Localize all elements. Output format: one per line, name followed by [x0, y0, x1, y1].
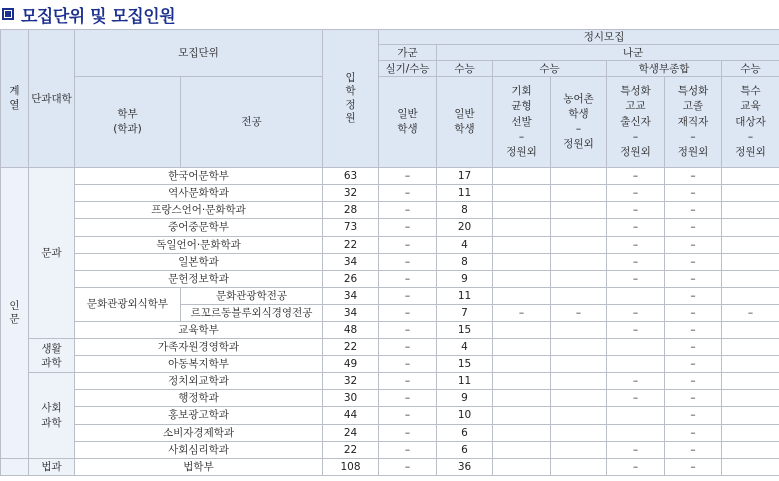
group-inmun-label: 인문: [9, 299, 20, 325]
table-row: [1, 287, 779, 304]
cell-sed: [722, 322, 779, 339]
cell-quota: 30: [323, 390, 379, 407]
cell-shs: –: [607, 441, 665, 458]
header-gyeyeol: 계열: [1, 30, 29, 168]
cell-gihoe: [493, 287, 551, 304]
table-row: [1, 322, 779, 339]
cell-farm: [551, 390, 607, 407]
cell-na: 20: [437, 219, 493, 236]
cell-sed: [722, 202, 779, 219]
admissions-table: [0, 29, 779, 476]
header-na-suneung3: 수능: [722, 61, 779, 77]
dept-cell: 프랑스언어·문화학과: [75, 202, 323, 219]
cell-ga: –: [379, 304, 437, 321]
header-col-farm: 농어촌 학생 – 정원외: [551, 77, 607, 168]
cell-farm: [551, 356, 607, 373]
cell-shs: –: [607, 322, 665, 339]
dept-cell: 문헌정보학과: [75, 270, 323, 287]
table-row: [1, 339, 779, 356]
cell-gihoe: [493, 390, 551, 407]
cell-ga: –: [379, 390, 437, 407]
header-regular: 정시모집: [379, 30, 779, 45]
cell-sgr: –: [665, 458, 722, 475]
table-row: [1, 202, 779, 219]
header-dept: 학부 (학과): [75, 77, 181, 168]
cell-shs: [607, 407, 665, 424]
header-ga-sub: 실기/수능: [379, 61, 437, 77]
cell-quota: 63: [323, 168, 379, 185]
header-quota: 입학정원: [323, 30, 379, 168]
cell-gihoe: [493, 424, 551, 441]
square-bullet-icon: [2, 8, 14, 20]
cell-quota: 44: [323, 407, 379, 424]
dept-cell: 일본학과: [75, 253, 323, 270]
table-row: [1, 185, 779, 202]
cell-sgr: –: [665, 356, 722, 373]
table-row: [1, 356, 779, 373]
cell-na: 10: [437, 407, 493, 424]
cell-sed: [722, 356, 779, 373]
cell-shs: –: [607, 270, 665, 287]
cell-quota: 32: [323, 373, 379, 390]
cell-farm: [551, 458, 607, 475]
cell-gihoe: [493, 458, 551, 475]
table-row: [1, 390, 779, 407]
header-na-suneung1: 수능: [437, 61, 493, 77]
cell-sed: [722, 168, 779, 185]
dept-cell: 중어중문학부: [75, 219, 323, 236]
cell-sgr: –: [665, 304, 722, 321]
table-body: [1, 168, 779, 476]
cell-na: 11: [437, 373, 493, 390]
cell-quota: 32: [323, 185, 379, 202]
cell-sgr: –: [665, 407, 722, 424]
header-na-special: 학생부종합: [607, 61, 722, 77]
cell-ga: –: [379, 202, 437, 219]
cell-gihoe: [493, 441, 551, 458]
cell-na: 6: [437, 441, 493, 458]
cell-sgr: –: [665, 185, 722, 202]
cell-sgr: –: [665, 236, 722, 253]
cell-ga: –: [379, 270, 437, 287]
group-empty: [1, 458, 29, 475]
table-row: [1, 168, 779, 185]
table-row: [1, 270, 779, 287]
dept-cell: 문화관광외식학부: [75, 287, 181, 321]
cell-shs: –: [607, 185, 665, 202]
cell-farm: [551, 407, 607, 424]
cell-sed: [722, 390, 779, 407]
dept-cell: 홍보광고학과: [75, 407, 323, 424]
header-na: 나군: [437, 45, 779, 61]
cell-farm: [551, 441, 607, 458]
cell-gihoe: [493, 407, 551, 424]
header-col-special-grad: 특성화 고졸 재직자 – 정원외: [665, 77, 722, 168]
cell-quota: 34: [323, 304, 379, 321]
cell-farm: [551, 373, 607, 390]
cell-gihoe: [493, 356, 551, 373]
header-unit: 모집단위: [75, 30, 323, 77]
header-col-special-hs: 특성화 고교 출신자 – 정원외: [607, 77, 665, 168]
cell-sed: [722, 424, 779, 441]
college-sahoe: 사회 과학: [29, 373, 75, 458]
header-na-suneung2: 수능: [493, 61, 607, 77]
cell-shs: –: [607, 219, 665, 236]
cell-sgr: –: [665, 441, 722, 458]
cell-sed: [722, 287, 779, 304]
header-col-ga: 일반 학생: [379, 77, 437, 168]
cell-quota: 22: [323, 339, 379, 356]
cell-gihoe: [493, 270, 551, 287]
dept-cell: 아동복지학부: [75, 356, 323, 373]
table-row: [1, 236, 779, 253]
cell-na: 15: [437, 322, 493, 339]
cell-na: 4: [437, 339, 493, 356]
cell-quota: 108: [323, 458, 379, 475]
dept-cell: 한국어문학부: [75, 168, 323, 185]
cell-gihoe: [493, 168, 551, 185]
cell-sgr: –: [665, 287, 722, 304]
cell-quota: 24: [323, 424, 379, 441]
cell-shs: –: [607, 458, 665, 475]
cell-ga: –: [379, 253, 437, 270]
header-major: 전공: [181, 77, 323, 168]
cell-sed: –: [722, 304, 779, 321]
cell-na: 15: [437, 356, 493, 373]
cell-na: 6: [437, 424, 493, 441]
cell-ga: –: [379, 356, 437, 373]
cell-sed: [722, 458, 779, 475]
dept-cell: 소비자경제학과: [75, 424, 323, 441]
cell-shs: [607, 339, 665, 356]
cell-na: 17: [437, 168, 493, 185]
cell-sgr: –: [665, 270, 722, 287]
cell-sgr: –: [665, 219, 722, 236]
cell-farm: [551, 253, 607, 270]
cell-gihoe: [493, 219, 551, 236]
cell-sgr: –: [665, 202, 722, 219]
cell-sgr: –: [665, 168, 722, 185]
cell-shs: –: [607, 373, 665, 390]
cell-sed: [722, 219, 779, 236]
cell-farm: [551, 185, 607, 202]
cell-na: 9: [437, 270, 493, 287]
header-col-gihoe: 기회 균형 선발 – 정원외: [493, 77, 551, 168]
cell-na: 9: [437, 390, 493, 407]
cell-shs: –: [607, 202, 665, 219]
dept-cell: 행정학과: [75, 390, 323, 407]
cell-sed: [722, 185, 779, 202]
cell-ga: –: [379, 339, 437, 356]
cell-farm: [551, 236, 607, 253]
cell-sed: [722, 253, 779, 270]
major-cell: 문화관광학전공: [181, 287, 323, 304]
cell-sed: [722, 339, 779, 356]
cell-gihoe: –: [493, 304, 551, 321]
cell-farm: [551, 219, 607, 236]
cell-shs: –: [607, 390, 665, 407]
major-cell: 르꼬르동블루외식경영전공: [181, 304, 323, 321]
cell-na: 8: [437, 202, 493, 219]
cell-sgr: –: [665, 322, 722, 339]
cell-quota: 48: [323, 322, 379, 339]
dept-cell: 정치외교학과: [75, 373, 323, 390]
cell-sed: [722, 407, 779, 424]
table-row: [1, 407, 779, 424]
cell-quota: 22: [323, 441, 379, 458]
college-beopgwa: 법과: [29, 458, 75, 475]
table-row: [1, 441, 779, 458]
cell-farm: [551, 322, 607, 339]
cell-quota: 26: [323, 270, 379, 287]
cell-ga: –: [379, 373, 437, 390]
cell-gihoe: [493, 253, 551, 270]
cell-quota: 34: [323, 253, 379, 270]
cell-na: 7: [437, 304, 493, 321]
group-inmun: [1, 168, 29, 459]
cell-gihoe: [493, 339, 551, 356]
cell-farm: [551, 168, 607, 185]
cell-quota: 73: [323, 219, 379, 236]
cell-farm: [551, 339, 607, 356]
cell-sgr: –: [665, 390, 722, 407]
table-row: [1, 458, 779, 475]
cell-sgr: –: [665, 339, 722, 356]
cell-sgr: –: [665, 373, 722, 390]
cell-gihoe: [493, 202, 551, 219]
cell-sgr: –: [665, 424, 722, 441]
cell-ga: –: [379, 458, 437, 475]
page-title-bar: [0, 0, 779, 28]
dept-cell: 법학부: [75, 458, 323, 475]
cell-na: 11: [437, 185, 493, 202]
cell-na: 11: [437, 287, 493, 304]
dept-cell: 독일언어·문화학과: [75, 236, 323, 253]
cell-sed: [722, 441, 779, 458]
cell-ga: –: [379, 287, 437, 304]
cell-quota: 28: [323, 202, 379, 219]
cell-na: 4: [437, 236, 493, 253]
cell-ga: –: [379, 424, 437, 441]
cell-shs: [607, 424, 665, 441]
page-title: 모집단위 및 모집인원: [21, 6, 176, 27]
dept-cell: 교육학부: [75, 322, 323, 339]
cell-shs: [607, 287, 665, 304]
cell-quota: 49: [323, 356, 379, 373]
cell-quota: 22: [323, 236, 379, 253]
cell-shs: –: [607, 304, 665, 321]
cell-farm: [551, 287, 607, 304]
dept-cell: 가족자원경영학과: [75, 339, 323, 356]
cell-quota: 34: [323, 287, 379, 304]
cell-ga: –: [379, 322, 437, 339]
table-row: [1, 219, 779, 236]
college-saenghwal: 생활 과학: [29, 339, 75, 373]
cell-shs: [607, 356, 665, 373]
college-mungwa: 문과: [29, 168, 75, 339]
cell-na: 36: [437, 458, 493, 475]
cell-shs: –: [607, 253, 665, 270]
cell-sgr: –: [665, 253, 722, 270]
cell-ga: –: [379, 441, 437, 458]
dept-cell: 사회심리학과: [75, 441, 323, 458]
cell-gihoe: [493, 322, 551, 339]
header-college: 단과대학: [29, 30, 75, 168]
cell-gihoe: [493, 185, 551, 202]
cell-sed: [722, 236, 779, 253]
header-col-na-general: 일반 학생: [437, 77, 493, 168]
cell-ga: –: [379, 185, 437, 202]
header-col-special-edu: 특수 교육 대상자 – 정원외: [722, 77, 779, 168]
cell-farm: [551, 424, 607, 441]
table-row: [1, 253, 779, 270]
cell-gihoe: [493, 373, 551, 390]
cell-shs: –: [607, 236, 665, 253]
cell-ga: –: [379, 168, 437, 185]
cell-sed: [722, 270, 779, 287]
cell-farm: [551, 270, 607, 287]
cell-gihoe: [493, 236, 551, 253]
cell-na: 8: [437, 253, 493, 270]
cell-ga: –: [379, 219, 437, 236]
cell-ga: –: [379, 236, 437, 253]
dept-cell: 역사문화학과: [75, 185, 323, 202]
cell-sed: [722, 373, 779, 390]
cell-shs: –: [607, 168, 665, 185]
cell-farm: [551, 202, 607, 219]
table-row: [1, 424, 779, 441]
cell-farm: –: [551, 304, 607, 321]
cell-ga: –: [379, 407, 437, 424]
table-row: [1, 373, 779, 390]
header-ga: 가군: [379, 45, 437, 61]
